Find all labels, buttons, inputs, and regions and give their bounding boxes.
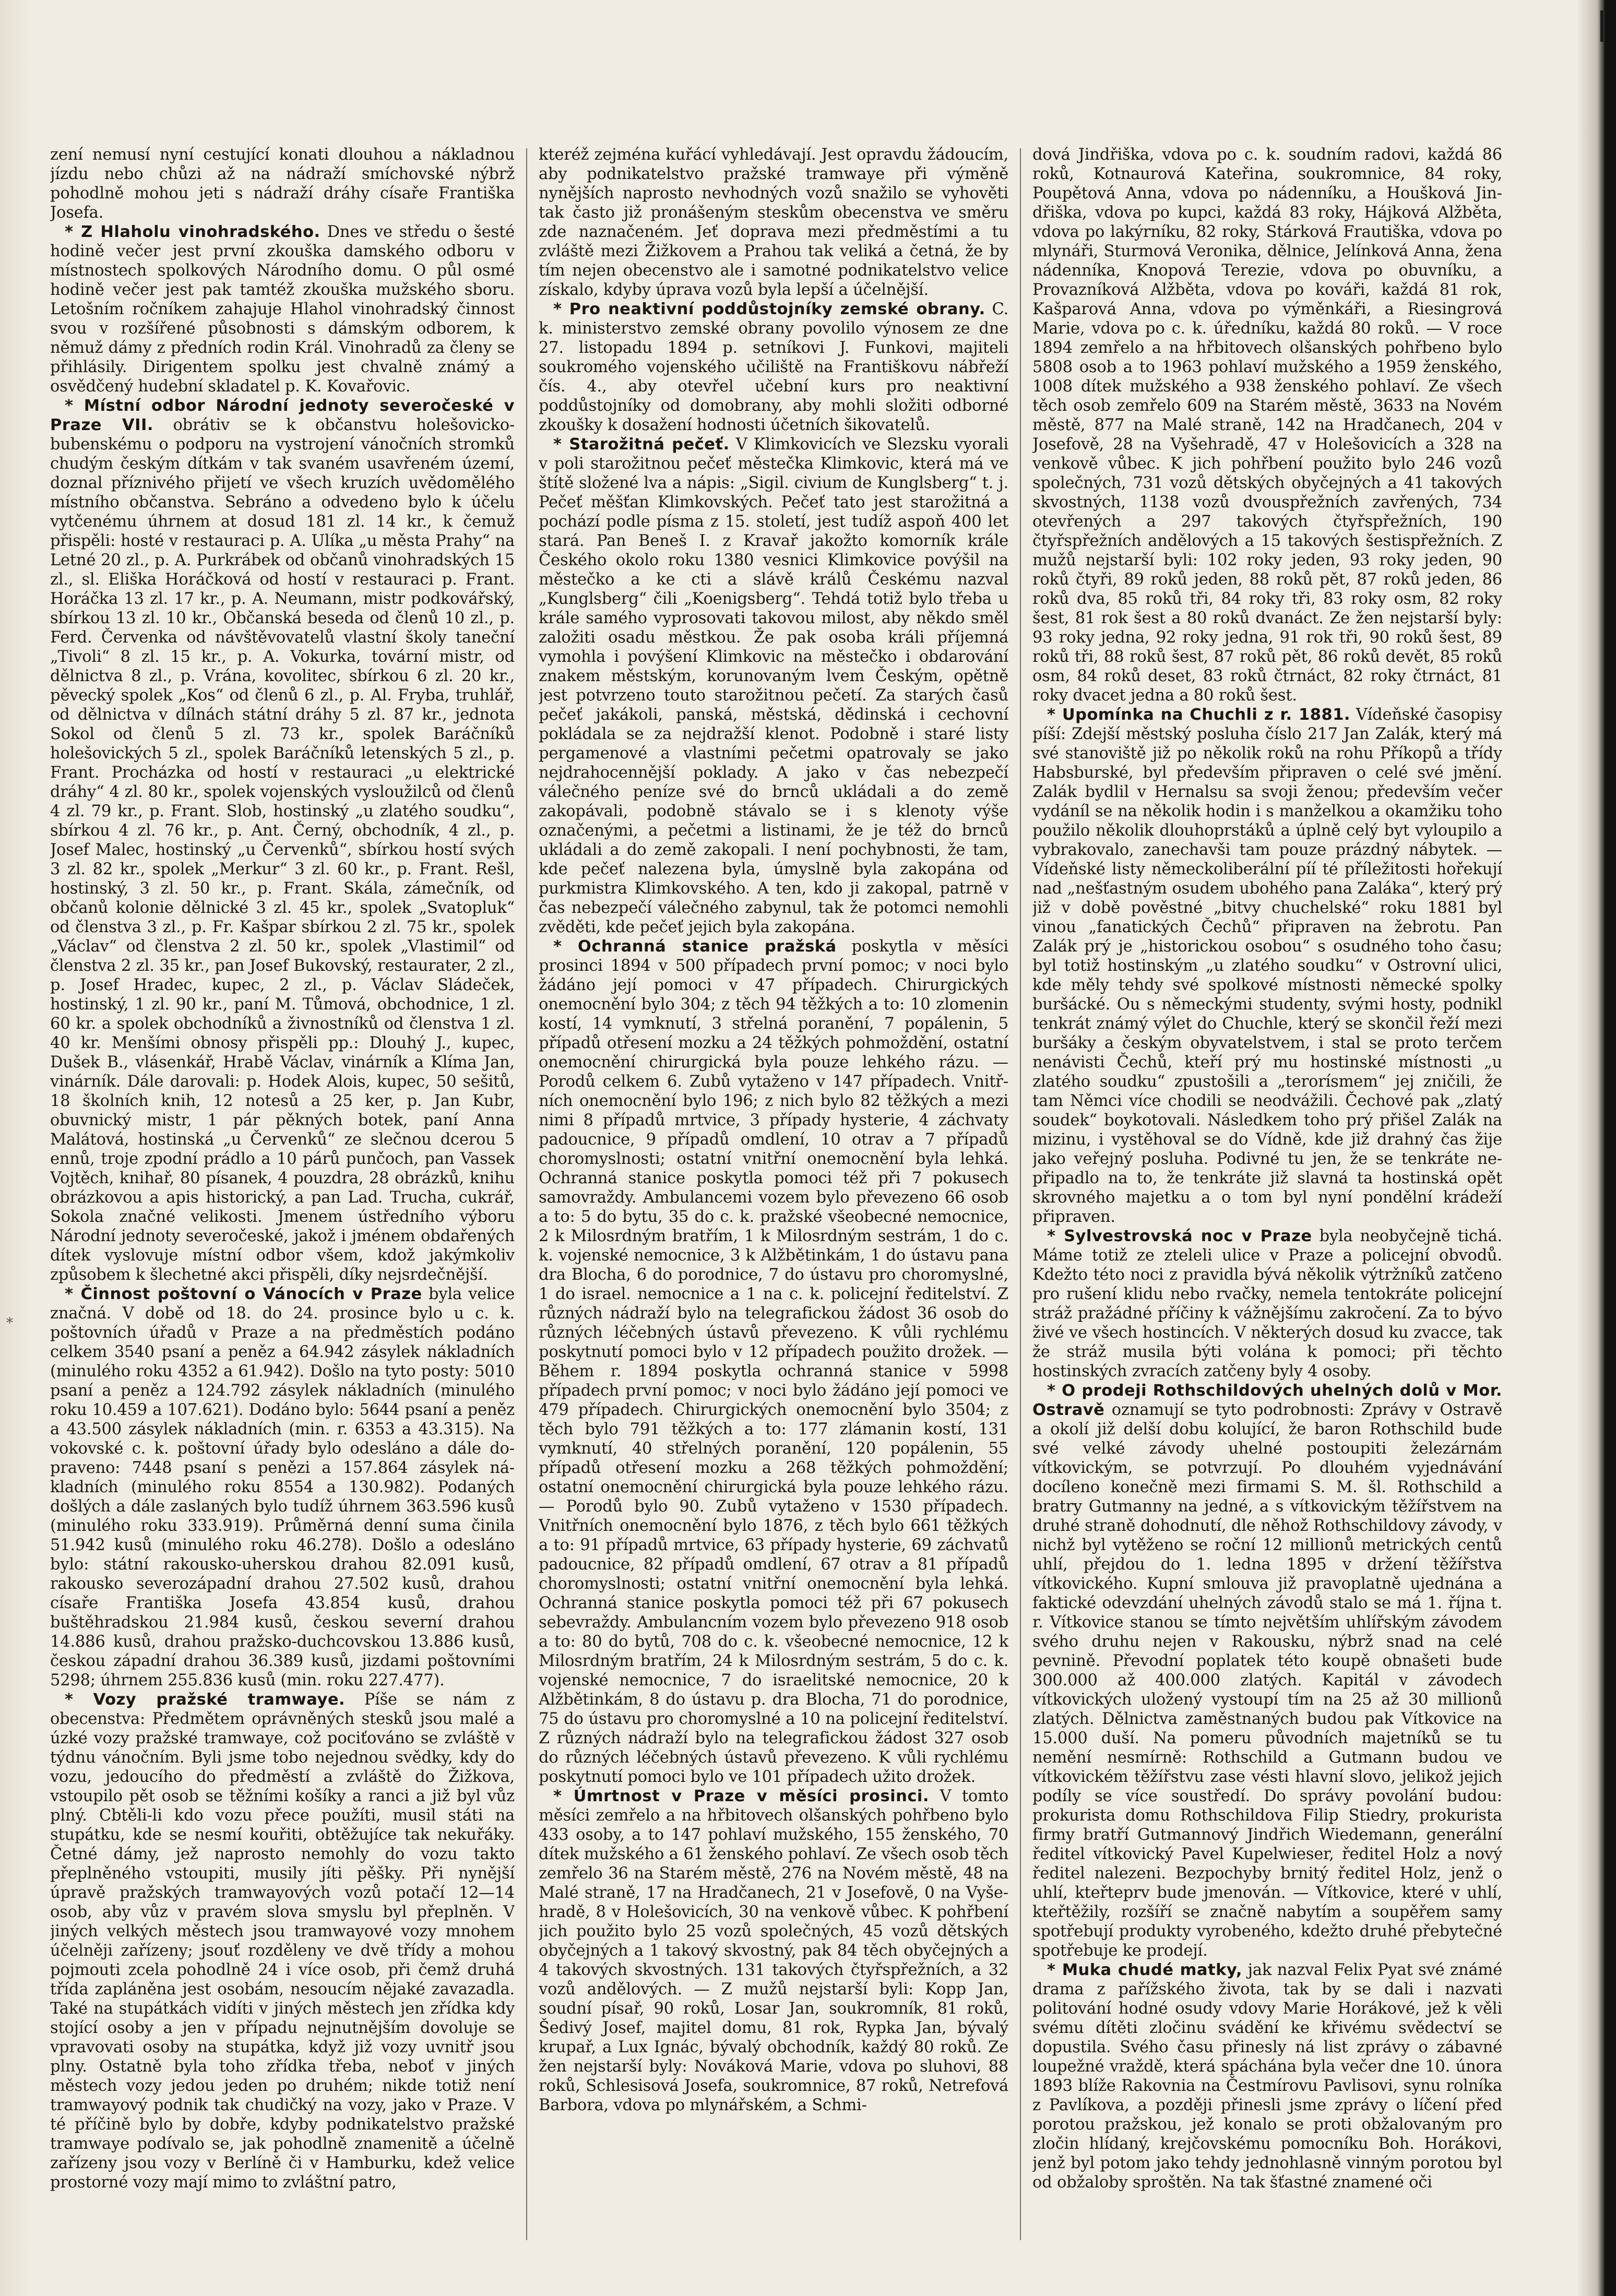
article-hlahol-body: Dnes ve středu o šesté hodině večer jest první zkouška damského odboru v místnostech spolkových Národního domu. O půl osmé hodině večer jest pak tamtéž zkouška mužského sboru. Letošním ročníkem zahajuje Hlahol vinohradský činnost svou v rozšířené působnosti s dámským odborem, k němuž dámy z předních rodin Král. Vinohradů za členy se přihlásily. Dirigentem spolku jest chvalně známý a osvědčený hudební skladatel p. K. Kovařovic. xyxy=(50,223,515,396)
article-nco-body: C. k. ministerstvo zemské obrany povolilo výnosem ze dne 27. listopadu 1894 p. setníkovi J. Funkovi, majiteli soukromého vojenského učiliště na Františkovu nábřeží čís. 4., aby otevřel učební kurs pro neaktivní poddůstojníky od domobrany, aby mohli složiti odborné zkoušky k dosažení hodnosti účetních šikovatelů. xyxy=(539,300,1008,434)
article-tramway xyxy=(50,1690,515,2192)
article-narodni-jednota-headline: * Místní odbor Národní jednoty severočeské v Praze VII. xyxy=(50,397,515,434)
article-rothschild-body: oznamují se tyto podrobnosti: Zprávy v Ostravě a okolí již delší dobu kolující, že baron Rothschild bude své velké závody uhelné postoupiti železárnám vítkovickým, se potvrzují. Po dlouhém vyjednávání docíleno konečně mezi firmami S. M. šl. Rothschild a bratry Gutmanny na jedné, a s vítkovickým těžířstvem na druhé straně dohodnutí, dle něhož Rothschildovy závody, v nichž byl vytěženo se roční 12 millionů metrických centů uhlí, přejdou do 1. ledna 1895 v držení těžířstva vítkovického. Kupní smlouva již pravoplatně ujednána a faktické odevzdání uhelných závodů stalo se má 1. října t. r. Vítkovice stanou se tímto největším uhlířským závodem svého druhu nejen v Rakousku, nýbrž snad na celé pevnině. Převodní poplatek této koupě obnašeti bude 300.000 až 400.000 zlatých. Kapitál v závodech vítkovických uložený vystoupí tím na 25 až 30 millionů zlatých. Dělnictva zaměstnaných budou pak Vítkovice na 15.000 duší. Na pomeru původních majetníků se tu nemění nesmírně: Rothschild a Gutmann budou ve vítkovickém těžířstvu zase vésti hlavní slovo, jelikož jejich podíly se více soustředí. Do správy povolání budou: prokurista domu Rothschildova Filip Stiedry, prokurista firmy bratří Gutmannový Jindřich Wiedemann, generální ředitel vítkovický Pavel Kupelwieser, ředitel Holz a nový ředitel nalezeni. Bezpochyby brnitý ředitel Holz, jenž o uhlí, kteřteprv bude jmenován. — Vítkovice, které v uhlí, kteřtěžily, rozšíří se značně nabytím a soupěřem samy spotřebují produkty vyrobeného, kdežto druhé přebytečné spotřebuje ke prodejí. xyxy=(1032,1401,1502,1960)
article-sylvester-body: byla neobyčejně tichá. Máme totiž ze zteleli ulice v Praze a policejní obvodů. Kdežto této noci z pravidla bývá několik výtržníků zatčeno pro rušení klidu nebo rvačky, nemela tentokráte policejní stráž pražádné příčiny k vážnějšímu zakročení. Za to bývo živé ve všech hostincích. V některých dosud ku zvacce, tak že stráž musila býti volána k pomoci; při těchto hostinských zvracích zatčeny byly 4 osoby. xyxy=(1032,1227,1502,1381)
article-narodni-jednota xyxy=(50,396,515,1284)
article-chuchle-headline: * Upomínka na Chuchli z r. 1881. xyxy=(1047,706,1351,724)
article-rescue-station xyxy=(539,937,1008,1787)
article-seal-body: V Klimkovicích ve Slezsku vyorali v poli starožitnou pečeť městečka Klimkovic, která má ve štítě složené lva a nápis: „Sigil. civium de Kunglsberg“ t. j. Pečeť měšťan Klimkovských. Pečeť tato jest starožitná a pochází podle písma z 15. století, jest tudíž aspoň 400 let stará. Pan Beneš I. z Kravař jakožto komorník krále Českého okolo roku 1380 vesnici Klimkovice povýšil na městečko a ke cti a slávě králů Českému nazval „Kunglsberg“ čili „Koenigsberg“. Tehdá totiž bylo třeba u krále samého vyprosovati takovou milost, aby někdo směl založiti osadu městkou. Že pak osoba králi příjemná vymohla i povýšení Klimkovic na městečko i obdarování znakem městským, korunovaným lvem Českým, opětně jest potvrzeno touto starožitnou pečetí. Za starých časů pečeť jakákoli, panská, městská, dědinská i cechovní pokládala se za nejdražší klenot. Podobně i staré listy pergamenové a vlastními pečetmi opatrovaly se jako nejdrahocennější poklady. A jako v čas nebezpečí válečného peníze své do brnců ukládali a do země zakopávali, podobně stávalo se i s klenoty výše označenými, a pečetmi a listinami, že je též do brnců ukládali a do země zakopali. I není pochybnosti, že tam, kde pečeť nalezena byla, úmyslně byla zakopána od purkmistra Klimkovského. A ten, kdo ji zakopal, patrně v čas nebezpečí válečného zabynul, tak že potomci nemohli zvěděti, kde pečeť jejich byla zakopána. xyxy=(539,435,1008,936)
article-poor-mother-headline: * Muka chudé matky, xyxy=(1047,1961,1242,1979)
article-poor-mother xyxy=(1032,1960,1502,2192)
column-3-continuation: dová Jindřiška, vdova po c. k. soudním radovi, každá 86 roků, Kotnaurová Kateřina, soukromnice, 84 roky, Poupětová Anna, vdova po nádenníku, a Houšková Jindřiška, vdova po kupci, každá 83 roky, Hájková Alžběta, vdova po lakýrníku, 82 roky, Stárková Frautiška, vdova po mlynáři, Sturmová Veronika, dělnice, Jelínková Anna, žena nádenníka, Knopová Terezie, vdova po obuvníku, a Provazníková Alžběta, vdova po kováři, každá 81 rok, Kašparová Anna, vdova po výměnkáři, a Riesingrová Marie, vdova po c. k. úředníku, každá 80 roků. — V roce 1894 zemřelo a na hřbitovech olšanských pohřbeno bylo 5808 osob a to 1963 pohlaví mužského a 1959 ženského, 1008 dítek mužského a 938 ženského pohlaví. Ze všech těch osob zemřelo 609 na Starém městě, 3633 na Novém městě, 877 na Malé straně, 142 na Hradčanech, 204 v Josefově, 28 na Vyšehradě, 47 v Holešovicích a 328 na venkově vůbec. K jich pohřbení použito bylo 246 vozů společných, 731 vozů dětských obyčejných a 41 takových skvostných, 1138 vozů dvouspřežních zavřených, 734 otevřených a 297 takových čtyřspřežních, 190 čtyřspřežních andělových a 15 takových šestispřežních. Z mužů nejstarší byli: 102 roky jeden, 93 roky jeden, 90 roků čtyři, 89 roků jeden, 88 roků pět, 87 roků jeden, 86 roků dva, 85 roků tři, 84 roky tři, 83 roky osm, 82 roky šest, 81 rok šest a 80 roků dvanáct. Ze žen nejstarší byly: 93 roky jedna, 92 roky jedna, 91 rok tři, 90 roků šest, 89 roků tři, 88 roků šest, 87 roků pět, 86 roků devět, 85 roků osm, 84 roků deset, 83 roků čtrnáct, 82 roky čtrnáct, 81 roky dvacet jedna a 80 roků šest. xyxy=(1032,146,1502,705)
article-mortality-headline: * Úmrtnost v Praze v měsíci prosinci. xyxy=(553,1787,929,1805)
article-narodni-jednota-body: obrátiv se k občanstvu holešovicko-bubenskému o podporu na vystrojení vánočních stromků chudým českým dítkám v tak svaném usavřeném území, doznal příznivého přijetí ve všech kruzích uvědomělého místního občanstva. Sebráno a odvedeno bylo k účelu vytčenému úhrnem at dosud 181 zl. 14 kr., k čemuž přispěli: hosté v restauraci p. A. Ulíka „u města Prahy“ na Letné 20 zl., p. A. Purkrábek od občanů vinohradských 15 zl., sl. Eliška Horáčková od hostí v restauraci p. Frant. Horáčka 13 zl. 17 kr., p. A. Neumann, mistr podkovářský, sbírkou 13 zl. 10 kr., Občanská beseda od členů 10 zl., p. Ferd. Červenka od návštěvovatelů vlastní školy taneční „Tivoli“ 8 zl. 15 kr., p. A. Vokurka, tovární mistr, od dělnictva 8 zl., p. Vrána, kovolitec, sbírkou 6 zl. 20 kr., pěvecký spolek „Kos“ od členů 6 zl., p. Al. Fryba, truhlář, od dělnictva v dílnách státní dráhy 5 zl. 87 kr., jednota Sokol od členů 5 zl. 73 kr., spolek Baráčníků holešovických 5 zl., spolek Baráčníků letenských 5 zl., p. Frant. Procházka od hostí v restauraci „u elektrické dráhy“ 4 zl. 80 kr., spolek vojenských vysloužilců od členů 4 zl. 79 kr., p. Frant. Slob, hostinský „u zlatého soudku“, sbírkou 4 zl. 76 kr., p. Ant. Černý, obchodník, 4 zl., p. Josef Malec, hostinský „u Červenků“, sbírkou hostí svých 3 zl. 82 kr., spolek „Merkur“ 3 zl. 60 kr., p. Frant. Rešl, hostinský, 3 zl. 50 kr., p. Frant. Skála, zámečník, od občanů kolonie dělnické 3 zl. 45 kr., spolek „Svatopluk“ od členstva 3 zl., p. Fr. Kašpar sbírkou 2 zl. 75 kr., spolek „Václav“ od členstva 2 zl. 50 kr., spolek „Vlastimil“ od členstva 2 zl. 35 kr., pan Josef Bukovský, restaurater, 2 zl., p. Josef Hradec, kupec, 2 zl., p. Václav Sládeček, hostinský, 1 zl. 90 kr., paní M. Tůmová, obchodnice, 1 zl. 60 kr. a spolek obchodníků a živnostníků od členstva 1 zl. 40 kr. Menšími obnosy přispěli pp.: Dlouhý J., kupec, Dušek B., vlásenkář, Hrabě Václav, vinárník a Klíma Jan, vinárník. Dále darovali: p. Hodek Alois, kupec, 50 sešitů, 18 školních knih, 12 notesů a 25 ker, p. Jan Kubr, obuvnický mistr, 1 pár pěkných botek, paní Anna Malátová, hostinská „u Červenků“ ze slečnou dcerou 5 ennů, troje zpodní prádlo a 10 párů punčoch, pan Vassek Vojtěch, knihař, 80 písanek, 4 pouzdra, 28 obrázků, knihu obrázkovou a apis historický, a pan Lad. Trucha, cukrář, Sokola značné velikosti. Jmenem ústředního výboru Národní jednoty severočeské, jakož i jménem obdařených dítek vyslovuje místní odbor všem, kdož jakýmkoliv způsobem k šlechetné akci přispěli, díky nejsrdečnější. xyxy=(50,416,515,1284)
column-rule xyxy=(1020,148,1021,2240)
article-tramway-body: Píše se nám z obecenstva: Předmětem oprávněných stesků jsou malé a úzké vozy pražské tramwaye, což pociťováno se zvláště v týdnu vánočním. Byli jsme tobo nejednou svědky, kdy do vozu, jedoucího do předměstí a zvláště do Žižkova, vstoupilo pět osob se těžními košíky a ranci a již byl vůz plný. Cbtěli-li kdo vozu přece použíti, musil státi na stupátku, kde se nesmí kouřiti, obtěžujíce tak nekuřáky. Četné dámy, jež naprosto nemohly do vozu takto přeplněného vstoupiti, musily jíti pěšky. Při nynější úpravě pražských tramwayových vozů potačí 12—14 osob, aby vůz v pravém slova smyslu byl přeplněn. V jiných velkých městech jsou tramwayové vozy mnohem účelněji zařízeny; jsouť rozděleny ve dvě třídy a mohou pojmouti zcela pohodlně 24 i více osob, při čemž druhá třída zapláněna jest osobám, nesoucím nějaké zavazadla. Také na stupátkách vidíti v jiných městech jen zřídka kdy stojící osoby a jen v případu nejnutnějším dovoluje se vpravovati osoby na stupátka, když již vozy uvnitř jsou plny. Ostatně byla toho zřídka třeba, neboť v jiných městech vozy jedou jeden po druhém; nikde totiž není tramwayový podnik tak chudičký na vozy, jako v Praze. V té příčině bylo by dobře, kdyby podnikatelstvo pražské tramwaye podívalo se, jak pohodlně znamenitě a účelně zařízeny jsou vozy v Berlíně či v Hamburku, kdež velice prostorné vozy mají mimo to zvláštní patro, xyxy=(50,1691,515,2192)
article-hlahol xyxy=(50,222,515,396)
article-poor-mother-body: jak nazval Felix Pyat své známé drama z pařížského života, tak by se dali i nazvati politování hodné osudy vdovy Marie Horákové, jež k věli svému dítěti zločinu svádění ke křivému svědectví se dopustila. Svého času přinesly ná list zprávy o zábavné loupežné vraždě, která spáchána byla večer dne 10. února 1893 blíže Rakovnia na Čestmírovu Pavlisovi, synu rolníka z Pavlíkova, a později přinesli jsme zprávy o líčení před porotou pražskou, jež konalo se proti obžalovaným pro zločin hlídaný, krejčovskému pomocníku Boh. Horákovi, jenž byl potom jako tehdy jednohlasně vinným porotou byl od obžaloby sproštěn. Na tak šťastné znamené oči xyxy=(1032,1961,1502,2192)
column-1-continuation: zení nemusí nyní cestující konati dlouhou a nákladnou jízdu nebo chůzi až na nádraží smíchovské nýbrž pohodlně mohou jeti s nádraží dráhy císaře Františka Josefa. xyxy=(50,146,515,222)
article-rescue-station-headline: * Ochranná stanice pražská xyxy=(553,937,837,956)
column-2-continuation: kteréž zejména kuřácí vyhledávají. Jest opravdu žádoucím, aby podnikatelstvo pražské tramwaye při výměně nynějších naprosto nevhodných vozů snažilo se vyhověti tak často již pronášeným steskům obecenstva ve směru zde naznačeném. Jeť doprava mezi předměstími a tu zvláště mezi Žižkovem a Prahou tak veliká a četná, že by tím nejen obecenstvo ale i samotné podnikatelstvo velice získalo, kdyby úprava vozů byla lepší a účelnější. xyxy=(539,146,1008,299)
article-rothschild-headline: * O prodeji Rothschildových uhelných dolů v Mor. Ostravě xyxy=(1032,1382,1502,1419)
scan-edge xyxy=(1605,0,1616,2296)
article-rescue-station-body: poskytla v měsíci prosinci 1894 v 500 případech první pomoc; v noci bylo žádáno její pomoci v 47 případech. Chirurgických onemocnění bylo 304; z těch 94 těžkých a to: 10 zlomenin kostí, 14 vymknutí, 3 střelná poranění, 7 popálenin, 5 případů otřesení mozku a 24 těžkých pohmoždění, ostatní onemocnění chirurgická byla pouze lehkého rázu. — Porodů celkem 6. Zubů vytaženo v 147 případech. Vnitřních onemocnění bylo 196; z nich bylo 82 těžkých a mezi nimi 8 případů mrtvice, 3 případy hysterie, 4 záchvaty padoucnice, 9 případů omdlení, 10 otrav a 7 případů choromyslnosti; ostatní vnitřní onemocnění byla lehká. Ochranná stanice poskytla pomoci též při 7 pokusech samovraždy. Ambulancemi vozem bylo převezeno 66 osob a to: 5 do bytu, 35 do c. k. pražské všeobecné nemocnice, 2 k Milosrdným bratřím, 1 k Milosrdným sestrám, 1 do c. k. vojenské nemocnice, 3 k Alžbětinkám, 1 do ústavu pana dra Blocha, 6 do porodnice, 7 do ústavu pro choromyslné, 1 do israel. nemocnice a 1 na c. k. policejní ředitelství. Z různých nádraží bylo na telegrafickou žádost 36 osob do různých léčebných ústavů převezeno. K vůli rychlému poskytnutí pomoci bylo v 12 případech použito drožek. — Během r. 1894 poskytla ochranná stanice v 5998 případech první pomoc; v noci bylo žádáno její pomoci ve 479 případech. Chirurgických onemocnění bylo 3504; z těch bylo 791 těžkých a to: 177 zlámanin kostí, 131 vymknutí, 40 střelných poranění, 120 popálenin, 55 případů otřesení mozku a 268 těžkých pohmoždění; ostatní onemocnění chirurgická byla pouze lehkého rázu. — Porodů bylo 90. Zubů vytaženo v 1530 případech. Vnitřních onemocnění bylo 1876, z těch bylo 661 těžkých a to: 91 případů mrtvice, 63 případy hysterie, 69 záchvatů padoucnice, 82 případů omdlení, 67 otrav a 81 případů choromyslnosti; ostatní vnitřní onemocnění byla lehká. Ochranná stanice poskytla pomoci též při 67 pokusech sebevraždy. Ambulancním vozem bylo převezeno 918 osob a to: 80 do bytů, 708 do c. k. všeobecné nemocnice, 12 k Milosrdným bratřím, 24 k Milosrdným sestrám, 5 do c. k. vojenské nemocnice, 7 do israelitské nemocnice, 20 k Alžbětinkám, 8 do ústavu p. dra Blocha, 71 do porodnice, 75 do ústavu pro choromyslné a 10 na policejní ředitelství. Z různých nádraží bylo na telegrafickou žádost 327 osob do různých léčebných ústavů převezeno. K vůli rychlému poskytnutí pomoci bylo ve 101 případech užito drožek. xyxy=(539,937,1008,1786)
article-seal-headline: * Starožitná pečeť. xyxy=(553,435,730,454)
article-nco xyxy=(539,300,1008,435)
column-rule xyxy=(526,148,527,2240)
article-rothschild xyxy=(1032,1381,1502,1960)
article-mortality xyxy=(539,1787,1008,2115)
article-postal-body: byla velice značná. V době od 18. do 24. prosince bylo u c. k. poštovních úřadů v Praze a na předměstích podáno celkem 3540 psaní a peněz a 64.942 zásylek nákladních (minulého roku 4352 a 61.942). Došlo na tyto posty: 5010 psaní a peněz a 124.792 zásylek nákladních (minulého roku 10.459 a 107.621). Dodáno bylo: 5644 psaní a peněz a 43.500 zásylek nákladních (min. r. 6353 a 43.315). Na vokovské c. k. poštovní úřady bylo odesláno a dále dopraveno: 7448 psaní s penězi a 157.864 zásylek nákladních (minulého roku 8554 a 130.982). Podaných došlých a dále zaslaných bylo tudíž úhrnem 363.596 kusů (minulého roku 333.919). Průměrná denní suma činila 51.942 kusů (minulého roku 46.278). Došlo a odesláno bylo: státní rakousko-uherskou drahou 82.091 kusů, rakousko severozápadní drahou 27.502 kusů, drahou císaře Františka Josefa 43.854 kusů, drahou buštěhradskou 21.984 kusů, českou severní drahou 14.886 kusů, drahou pražsko-duchcovskou 13.886 kusů, českou západní drahou 36.389 kusů, jizdami poštovními 5298; úhrnem 255.836 kusů (min. roku 227.477). xyxy=(50,1285,515,1690)
article-sylvester-headline: * Sylvestrovská noc v Praze xyxy=(1047,1227,1312,1245)
article-chuchle xyxy=(1032,705,1502,1227)
column-3 xyxy=(1032,145,1502,2243)
article-sylvester xyxy=(1032,1227,1502,1381)
article-postal-headline: * Činnost poštovní o Vánocích v Praze xyxy=(65,1285,422,1303)
article-hlahol-headline: * Z Hlaholu vinohradského. xyxy=(65,223,320,241)
article-nco-headline: * Pro neaktivní poddůstojníky zemské obrany. xyxy=(553,300,985,318)
article-postal xyxy=(50,1284,515,1690)
article-tramway-headline: * Vozy pražské tramwaye. xyxy=(65,1691,346,1709)
article-mortality-body: V tomto měsíci zemřelo a na hřbitovech olšanských pohřbeno bylo 433 osoby, a to 147 pohlaví mužského, 155 ženského, 70 dítek mužského a 61 ženského pohlaví. Ze všech osob těch zemřelo 36 na Starém městě, 276 na Novém městě, 48 na Malé straně, 17 na Hradčanech, 21 v Josefově, 0 na Vyšehradě, 8 v Holešovicích, 30 na venkově vůbec. K pohřbení jich použito bylo 25 vozů společných, 45 vozů dětských obyčejných a 1 takový skvostný, pak 84 těch obyčejných a 4 takových skvostných. 131 takových čtyřspřežních, a 32 vozů andělových. — Z mužů nejstarší byli: Kopp Jan, soudní písař, 90 roků, Losar Jan, soukromník, 81 roků, Šedivý Josef, majitel domu, 81 rok, Rypka Jan, bývalý krupař, a Lux Ignác, bývalý obchodník, každý 80 roků. Ze žen nejstarší byly: Nováková Marie, vdova po sluhovi, 88 roků, Schlesisová Josefa, soukromnice, 87 roků, Netrefová Barbora, vdova po mlynářském, a Schmi- xyxy=(539,1787,1008,2114)
article-columns xyxy=(50,145,1502,2243)
article-seal xyxy=(539,435,1008,937)
column-2 xyxy=(539,145,1008,2243)
article-chuchle-body: Vídeňské časopisy píší: Zdejší městský posluha číslo 217 Jan Zalák, který má své stanoviště již po několik roků na rohu Příkopů a třídy Habsburské, byl především připraven o celé své jmění. Zalák bydlil v Hernalsu sa svoji ženou; především večer vydáníl se na několik hodin i s manželkou a okamžiku toho použilo několik dlouhoprstáků a úplně celý byt vyloupilo a vybrakovalo, zanechavši tam pouze prázdný nábytek. — Vídeňské listy německoliberální píí té příležitosti hořekují nad „nešťastným osudem ubohého pana Zaláka“, který prý již v době pověstné „bitvy chuchelské“ roku 1881 byl vinou „fanatických Čechů“ připraven na žebrotu. Pan Zalák prý je „historickou osobou“ s osudného toho času; byl totiž hostinským „u zlatého soudku“ v Ostrovní ulici, kde měly tehdy své spolkové místnosti německé spolky buršácké. Ou s německými studenty, svými hosty, podnikl tenkrát známý výlet do Chuchle, který se skončil řeží mezi buršáky a českým obyvatelstvem, i stal se proto terčem nenávisti Čechů, kteří prý mu hostinské místnosti „u zlatého soudku“ zpustošili a „terorísmem“ jej zničili, že tam Němci více chodili se neodvážili. Čechové pak „zlatý soudek“ boykotovali. Následkem toho prý přišel Zalák na mizinu, i vystěhoval se do Vídně, kde již drahný čas žije jako veřejný posluha. Podivné tu jen, že se tenkráte nepřipadlo na to, že tenkráte již slavná ta hostinská opět skrovného majetku a o tom byl nyní pondělní krádeží připraven. xyxy=(1032,706,1502,1226)
margin-mark: * xyxy=(6,1315,13,1331)
scan-tear-mark xyxy=(1600,10,1603,42)
column-1 xyxy=(50,145,515,2243)
